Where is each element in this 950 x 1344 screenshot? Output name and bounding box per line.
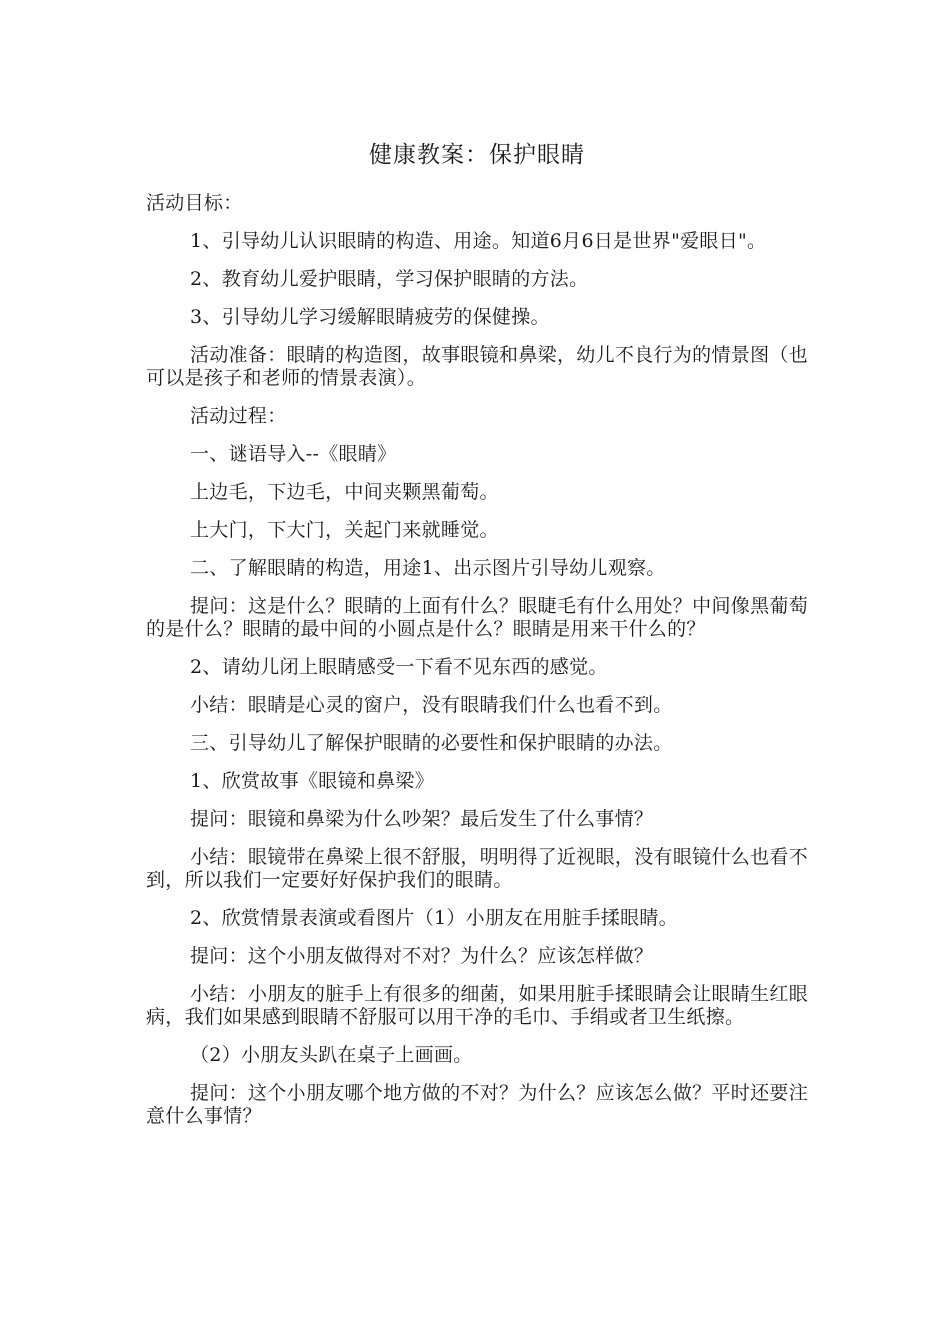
objective-2: 2、教育幼儿爱护眼睛，学习保护眼睛的方法。 xyxy=(190,268,589,290)
summary-paragraph-1: 小结：眼睛是心灵的窗户，没有眼睛我们什么也看不到。 xyxy=(190,694,673,716)
step-1-heading: 一、谜语导入--《眼睛》 xyxy=(190,443,397,465)
summary-paragraph-2: 小结：眼镜带在鼻梁上很不舒服，明明得了近视眼，没有眼镜什么也看不到，所以我们一定要好好保护我们的眼睛。 xyxy=(146,846,808,891)
objective-1: 1、引导幼儿认识眼睛的构造、用途。知道6月6日是世界"爱眼日"。 xyxy=(190,230,767,252)
summary-paragraph-3: 小结：小朋友的脏手上有很多的细菌，如果用脏手揉眼睛会让眼睛生红眼病，我们如果感到眼睛不舒服可以用干净的毛巾、手绢或者卫生纸擦。 xyxy=(146,983,808,1028)
page-title: 健康教案：保护眼睛 xyxy=(369,142,585,168)
step-3-item-1: 1、欣赏故事《眼镜和鼻梁》 xyxy=(190,770,434,792)
question-paragraph-1: 提问：这是什么？眼睛的上面有什么？眼睫毛有什么用处？中间像黑葡萄的是什么？眼睛的最中间的小圆点是什么？眼睛是用来干什么的？ xyxy=(146,595,808,640)
question-paragraph-3: 提问：这个小朋友做得对不对？为什么？应该怎样做？ xyxy=(190,945,654,967)
question-paragraph-2: 提问：眼镜和鼻梁为什么吵架？最后发生了什么事情？ xyxy=(190,808,654,830)
step-2-heading: 二、了解眼睛的构造，用途1、出示图片引导幼儿观察。 xyxy=(190,557,666,579)
section-heading-process: 活动过程： xyxy=(190,405,287,427)
step-3-item-2: 2、欣赏情景表演或看图片（1）小朋友在用脏手揉眼睛。 xyxy=(190,907,678,929)
step-3-heading: 三、引导幼儿了解保护眼睛的必要性和保护眼睛的办法。 xyxy=(190,732,673,754)
scenario-2: （2）小朋友头趴在桌子上画画。 xyxy=(190,1044,473,1066)
document-body xyxy=(146,140,808,1143)
objective-3: 3、引导幼儿学习缓解眼睛疲劳的保健操。 xyxy=(190,306,550,328)
riddle-line-1: 上边毛，下边毛，中间夹颗黑葡萄。 xyxy=(190,481,499,503)
preparation-paragraph: 活动准备：眼睛的构造图，故事眼镜和鼻梁，幼儿不良行为的情景图（也可以是孩子和老师的情景表演）。 xyxy=(146,344,808,389)
section-heading-objectives: 活动目标： xyxy=(146,192,243,214)
question-paragraph-4: 提问：这个小朋友哪个地方做的不对？为什么？应该怎么做？平时还要注意什么事情？ xyxy=(146,1082,808,1127)
step-2-item-2: 2、请幼儿闭上眼睛感受一下看不见东西的感觉。 xyxy=(190,656,608,678)
riddle-line-2: 上大门，下大门，关起门来就睡觉。 xyxy=(190,519,499,541)
